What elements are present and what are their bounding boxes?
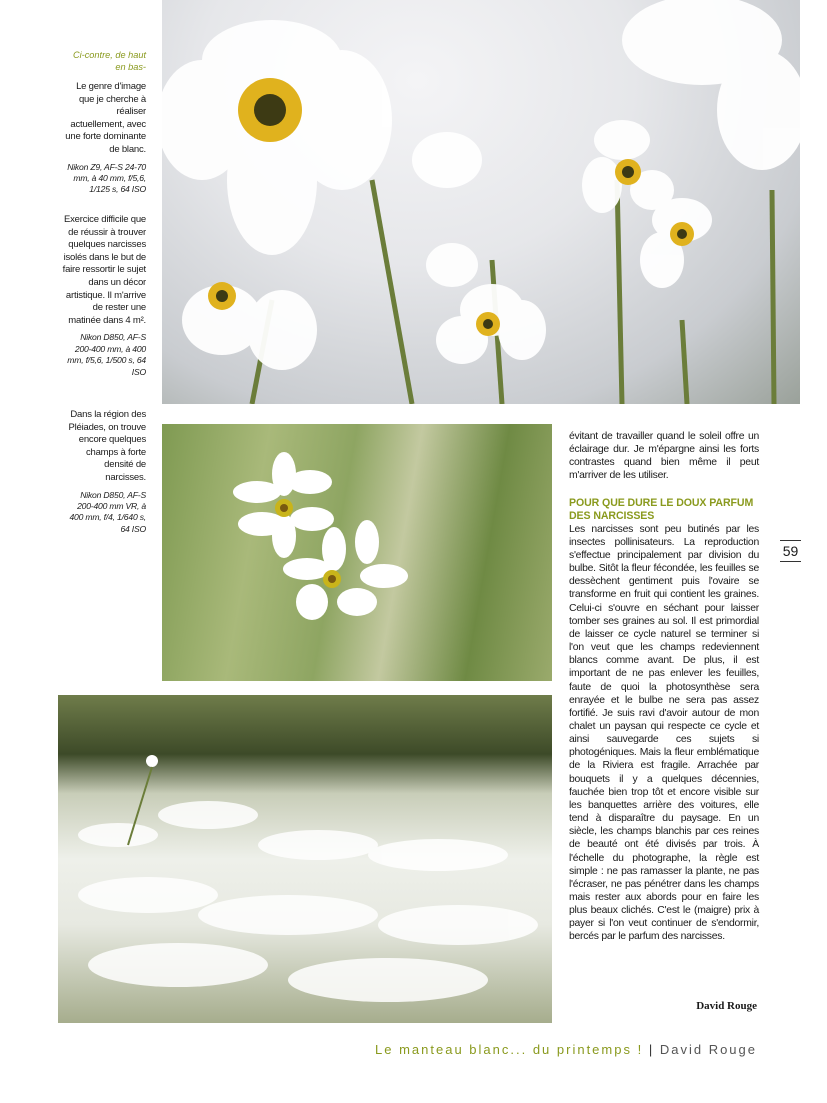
caption-camera-settings: Nikon D850, AF-S 200-400 mm, à 400 mm, f/5,6, 1/500 s, 64 ISO: [67, 332, 146, 377]
article-author: David Rouge: [696, 1000, 757, 1012]
photo-caption: [62, 81, 146, 196]
footer-separator: |: [648, 1042, 655, 1057]
photo-narcissus-pair: [162, 424, 552, 681]
article-column: [569, 430, 759, 944]
article-intro: évitant de travailler quand le soleil offre un éclairage dur. Je m'épargne ainsi les forts contrastes quand bien même il peut m'arriver de les utiliser.: [569, 431, 759, 482]
photo-caption: [62, 409, 146, 535]
running-footer: [375, 1042, 757, 1057]
caption-text: Le genre d'image que je cherche à réaliser actuellement, avec une forte dominante de blanc.: [65, 81, 146, 155]
caption-heading: Ci-contre, de haut en bas-: [72, 50, 146, 72]
page-number: 59: [780, 540, 801, 562]
article-subheading: POUR QUE DURE LE DOUX PARFUM DES NARCISSES: [569, 496, 754, 522]
caption-camera-settings: Nikon D850, AF-S 200-400 mm VR, à 400 mm, f/4, 1/640 s, 64 ISO: [69, 489, 146, 534]
photo-narcissus-field: [58, 695, 552, 1023]
footer-title: Le manteau blanc... du printemps !: [375, 1042, 644, 1057]
caption-text: Dans la région des Pléiades, on trouve encore quelques champs à forte densité de narcisses.: [68, 409, 146, 483]
narcissus-closeup-illustration: [162, 0, 800, 404]
article-body: Les narcisses sont peu butinés par les insectes pollinisateurs. La reproduction s'effectue principalement par division du bulbe. Sitôt la fleur fécondée, les feuilles se dessèchent gentiment puis l'ovaire se transforme en fruit qui contient les graines. Celui-ci s'ouvre en séchant pour laisser tomber ses graines au sol. Il est primordial de laisser ce cycle naturel se terminer si l'on veut que les champs redeviennent blancs comme avant. De plus, il est important de ne pas enlever les feuilles, faute de quoi la photosynthèse sera enrayée et le bulbe ne sera pas assez fortifié. Je suis ravi d'avoir autour de mon chalet un paysan qui respecte ce cycle et ainsi sauvegarde ces sujets si photogéniques. Mais la fleur emblématique de la Riviera est fragile. Arrachée par bouquets il y a quelques décennies, fauchée bien trop tôt et encore visible sur les banquettes arrière des voitures, elle tend à disparaître du paysage. En un siècle, les champs blanchis par ces reines de beauté ont été divisés par trois. À l'échelle du photographe, la règle est simple : ne pas ramasser la plante, ne pas l'écraser, ne pas pénétrer dans les champs mais rester aux abords pour en faire les plus beaux clichés. C'est le (maigre) prix à payer si l'on veut continuer de s'endormir, bercés par le parfum des narcisses.: [569, 523, 759, 943]
photo-caption: [62, 214, 146, 378]
caption-text: Exercice difficile que de réussir à trouver quelques narcisses isolés dans le but de faire ressortir le sujet dans un décor artistique. Il m'arrive de rester une matinée dans 4 m².: [62, 214, 146, 326]
footer-author: David Rouge: [659, 1042, 757, 1057]
caption-camera-settings: Nikon Z9, AF-S 24-70 mm, à 40 mm, f/5,6, 1/125 s, 64 ISO: [67, 161, 146, 195]
narcissus-field-illustration: [58, 695, 552, 1023]
narcissus-pair-illustration: [162, 424, 552, 681]
photo-narcissus-closeup: [162, 0, 800, 404]
